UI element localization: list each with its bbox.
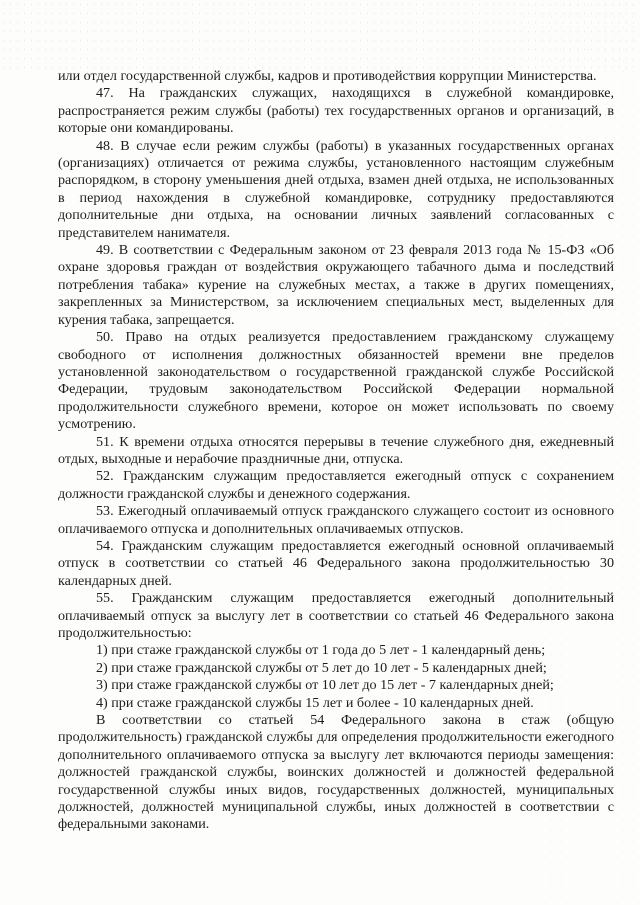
- list-item-1: 1) при стаже гражданской службы от 1 года до 5 лет - 1 календарный день;: [96, 642, 546, 659]
- paragraph-49: 49. В соответствии с Федеральным законом от 23 февраля 2013 года № 15-ФЗ «Об охране здоровья граждан от воздействия окружающего табачного дыма и последствий потребления табака» курение на служебных местах, а также в других помещениях, закрепленных за Министерством, за исключением специальных мест, выделенных для курения табака, запрещается.: [58, 242, 614, 328]
- paragraph-53: 53. Ежегодный оплачиваемый отпуск гражданского служащего состоит из основного оплачиваемого отпуска и дополнительных оплачиваемых отпусков.: [58, 503, 614, 537]
- list-item-3: 3) при стаже гражданской службы от 10 лет до 15 лет - 7 календарных дней;: [96, 677, 554, 694]
- paragraph-closing: В соответствии со статьей 54 Федерального закона в стаж (общую продолжительность) гражданской службы для определения продолжительности ежегодного дополнительного оплачиваемого отпуска за выслугу лет включаются периоды замещения: должностей гражданской службы, воинских должностей и должностей федеральной государственной службы иных видов, государственных должностей, муниципальных должностей, должностей муниципальной службы, иных должностей в соответствии с федеральными законами.: [58, 712, 614, 833]
- paragraph-48: 48. В случае если режим службы (работы) в указанных государственных органах (организациях) отличается от режима службы, установленного настоящим служебным распорядком, в сторону уменьшения дней отдыха, взамен дней отдыха, не использованных в период нахождения в служебной командировке, сотруднику предоставляются дополнительные дни отдыха, на основании личных заявлений согласованных с представителем нанимателя.: [58, 137, 614, 241]
- list-item-2: 2) при стаже гражданской службы от 5 лет до 10 лет - 5 календарных дней;: [96, 659, 547, 676]
- paragraph-52: 52. Гражданским служащим предоставляется ежегодный отпуск с сохранением должности гражданской службы и денежного содержания.: [58, 468, 614, 502]
- document-body: [58, 68, 614, 834]
- paragraph-continuation: или отдел государственной службы, кадров и противодействия коррупции Министерства.: [58, 68, 597, 84]
- paragraph-55: 55. Гражданским служащим предоставляется ежегодный дополнительный оплачиваемый отпуск за выслугу лет в соответствии со статьей 46 Федерального закона продолжительностью:: [58, 590, 614, 641]
- paragraph-50: 50. Право на отдых реализуется предоставлением гражданскому служащему свободного от исполнения должностных обязанностей времени вне пределов установленной законодательством о государственной гражданской службе Российской Федерации, трудовым законодательством Российской Федерации нормальной продолжительности служебного времени, которое он может использовать по своему усмотрению.: [58, 329, 614, 433]
- paragraph-51: 51. К времени отдыха относятся перерывы в течение служебного дня, ежедневный отдых, выходные и нерабочие праздничные дни, отпуска.: [58, 433, 614, 467]
- paragraph-54: 54. Гражданским служащим предоставляется ежегодный основной оплачиваемый отпуск в соответствии со статьей 46 Федерального закона продолжительностью 30 календарных дней.: [58, 537, 614, 589]
- list-item-4: 4) при стаже гражданской службы 15 лет и более - 10 календарных дней.: [96, 694, 534, 711]
- paragraph-47: 47. На гражданских служащих, находящихся в служебной командировке, распространяется режим службы (работы) тех государственных органов и организаций, в которые они командированы.: [58, 85, 614, 137]
